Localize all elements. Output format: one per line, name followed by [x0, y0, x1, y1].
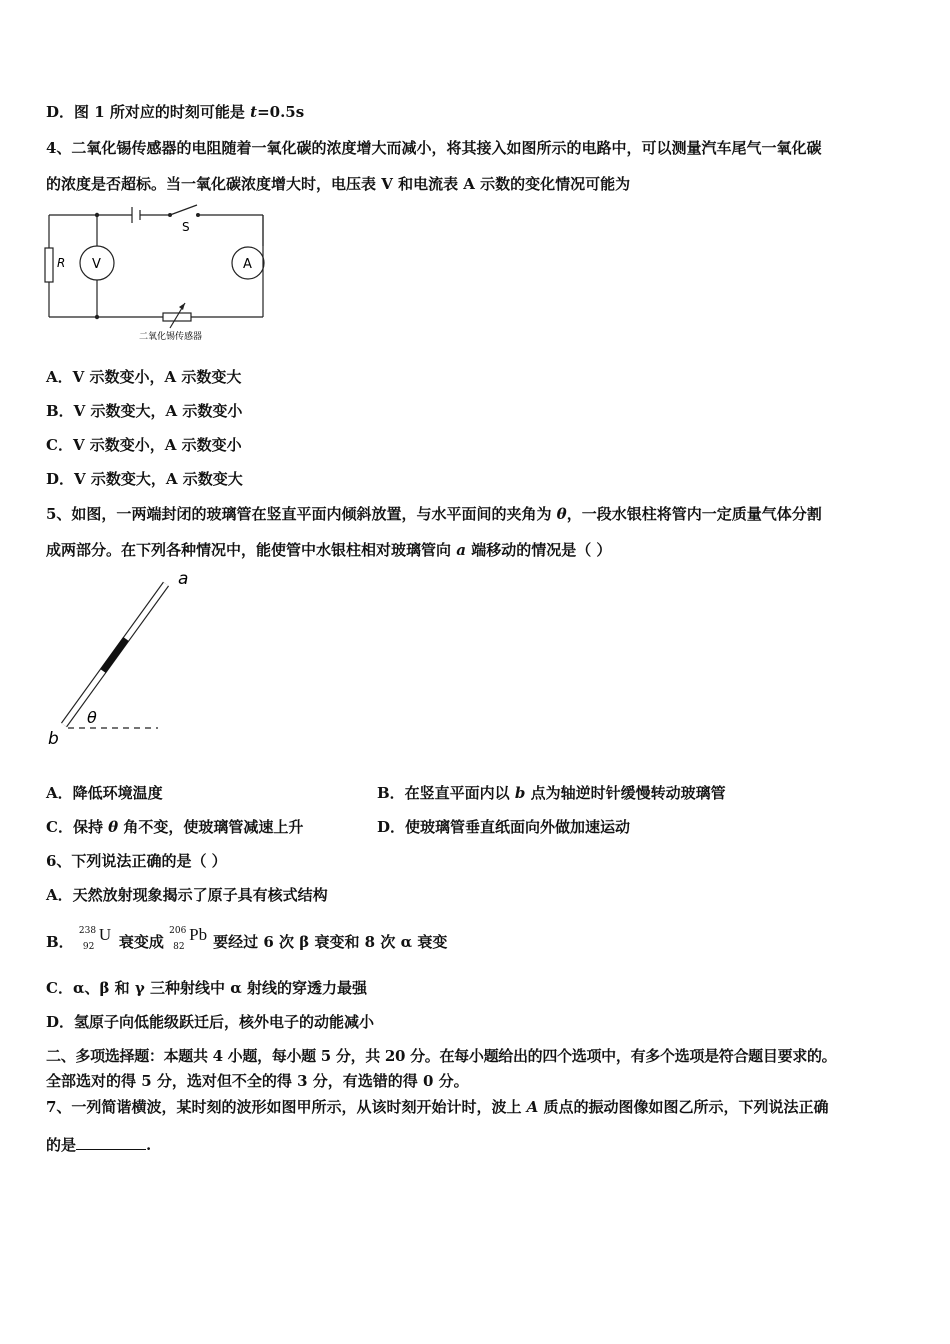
- q6-option-d: D．氢原子向低能级跃迁后，核外电子的动能减小: [46, 1013, 375, 1031]
- q7-stem-line1: 7、一列简谐横波，某时刻的波形如图甲所示，从该时刻开始计时，波上 A 质点的振动图像如图乙所示，下列说法正确: [46, 1098, 829, 1116]
- q4-option-d: D．V 示数变大，A 示数变大: [46, 470, 243, 488]
- q4-option-c: C．V 示数变小，A 示数变小: [46, 436, 242, 454]
- s-label: S: [182, 220, 190, 234]
- label-theta: θ: [87, 708, 97, 727]
- resistor-r: [45, 248, 53, 282]
- r-label: R: [57, 256, 66, 270]
- label-b: b: [48, 729, 59, 749]
- q6-option-a: A．天然放射现象揭示了原子具有核式结构: [46, 886, 328, 904]
- q5-option-c: C．保持 θ 角不变，使玻璃管减速上升: [46, 818, 304, 836]
- q4-stem-line1: 4、二氧化锡传感器的电阻随着一氧化碳的浓度增大而减小，将其接入如图所示的电路中，可以测量汽车尾气一氧化碳: [46, 139, 822, 157]
- switch-blade: [170, 205, 197, 215]
- q4-stem-line2: 的浓度是否超标。当一氧化碳浓度增大时，电压表 V 和电流表 A 示数的变化情况可能为: [46, 175, 631, 193]
- uranium-238-nuclide: 238 92 U: [78, 925, 112, 952]
- q5-option-a: A．降低环境温度: [46, 784, 163, 802]
- q6-option-b: B． 238 92 U 衰变成 206 82 Pb 要经过 6 次 β 衰变和 8 次 α 衰变: [46, 930, 447, 956]
- v-label: V: [92, 257, 101, 272]
- q7-stem-line2: 的是 .: [46, 1136, 152, 1154]
- q5-stem-line1: 5、如图，一两端封闭的玻璃管在竖直平面内倾斜放置，与水平面间的夹角为 θ，一段水银柱将管内一定质量气体分割: [46, 505, 822, 523]
- label-a: a: [178, 569, 189, 589]
- section2-line1: 二、多项选择题：本题共 4 小题，每小题 5 分，共 20 分。在每小题给出的四个选项中，有多个选项是符合题目要求的。: [46, 1047, 837, 1065]
- q4-option-b: B．V 示数变大，A 示数变小: [46, 402, 243, 420]
- q4-option-a: A．V 示数变小，A 示数变大: [46, 368, 242, 386]
- sensor-label: 二氧化锡传感器: [139, 332, 203, 342]
- lead-206-nuclide: 206 82 Pb: [169, 925, 208, 952]
- a-label: A: [243, 257, 252, 272]
- q5-stem-line2: 成两部分。在下列各种情况中，能使管中水银柱相对玻璃管向 a 端移动的情况是（ ）: [46, 541, 612, 559]
- mercury-column: [103, 639, 126, 671]
- answer-blank[interactable]: [76, 1135, 146, 1150]
- q4-circuit-diagram: [40, 200, 280, 345]
- q3-option-d: D．图 1 所对应的时刻可能是 t=0.5s: [46, 103, 305, 121]
- q5-tube-diagram: [40, 568, 220, 753]
- q6-stem: 6、下列说法正确的是（ ）: [46, 852, 227, 870]
- q6-option-c: C．α、β 和 γ 三种射线中 α 射线的穿透力最强: [46, 979, 368, 997]
- q5-option-b: B．在竖直平面内以 b 点为轴逆时针缓慢转动玻璃管: [377, 784, 726, 802]
- q5-option-d: D．使玻璃管垂直纸面向外做加速运动: [377, 818, 631, 836]
- section2-line2: 全部选对的得 5 分，选对但不全的得 3 分，有选错的得 0 分。: [46, 1072, 469, 1090]
